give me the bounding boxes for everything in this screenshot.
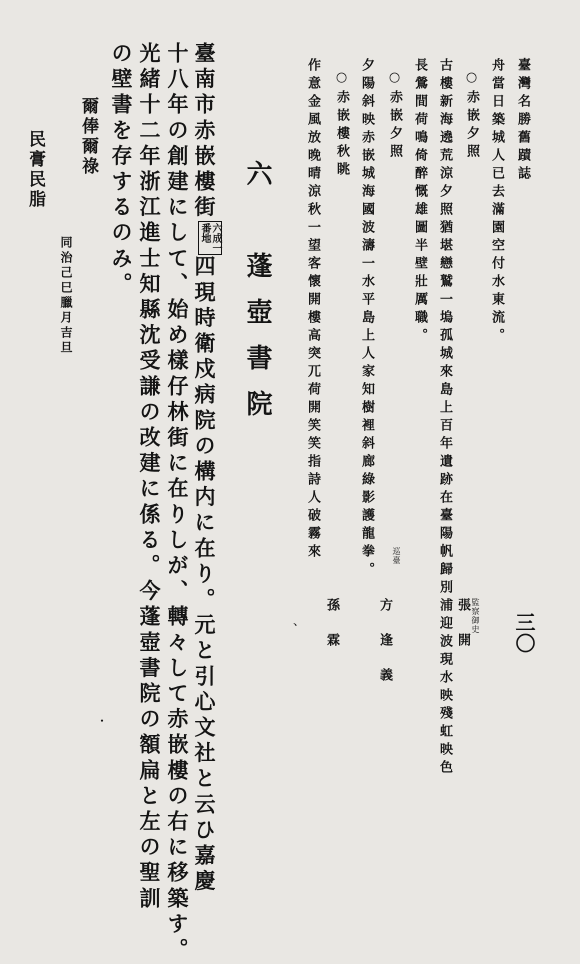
couplet-left: 民膏民脂 bbox=[25, 130, 45, 210]
running-heading: 臺灣名勝舊蹟誌 bbox=[515, 58, 530, 184]
body-line: 十八年の創建にして、始め樣仔林街に在りしが、轉々して赤嵌樓の右に移築す。 bbox=[165, 42, 190, 964]
poem-line: 長鶯間荷鳴倚醉慨雄圖半壁壯厲職。 bbox=[412, 58, 427, 346]
page-number: 三〇 bbox=[512, 612, 536, 654]
attribution-note: 監察御史 bbox=[471, 598, 480, 634]
section-title: 六 蓬壺書院 bbox=[242, 160, 272, 436]
inline-annotation: 六成一 番地 bbox=[199, 223, 221, 254]
poet-name: 方逢義 bbox=[377, 598, 392, 703]
couplet-date: 同治己巳臘月吉旦 bbox=[59, 236, 73, 356]
poem-line: 舟當日築城人已去滿園空付水東流。 bbox=[489, 58, 504, 346]
poem-subtitle: ○赤嵌樓秋眺 bbox=[334, 70, 349, 180]
poet-name: 孫霖 bbox=[324, 598, 339, 668]
document-page: 三〇 臺灣名勝舊蹟誌 舟當日築城人已去滿園空付水東流。 ○赤嵌夕照 監察御史 張開 古樓新海遶荒涼夕照猶堪戀鷲一塢孤城來島上百年遺跡在臺陽帆歸別浦迎波現水映殘虹映色 長鶯間荷鳴倚醉慨雄圖半壁壯厲職。 ○赤嵌夕照 巡臺 方逢義 夕陽斜映赤嵌城海國波濤一水平島上人家知樹裡斜廊綠影護龍拳。 ○赤嵌樓秋眺 孫霖 作意金風放晚晴涼秋一望客懷開樓高突兀荷開笑笑指詩人破霧來 、 六 蓬壺書院 臺南市赤嵌樓街六成一 番地四現時衛戍病院の構内に在り。元と引心文社と云ひ嘉慶 十八年の創建にして、始め樣仔林街に在りしが、轉々して赤嵌樓の右に移築す。 光緒十二年浙江進士知縣沈受謙の改建に係る。今蓬壺書院の額扁と左の聖訓 の壁書を存するのみ。 爾俸爾祿 同治己巳臘月吉旦 民膏民脂 ・ bbox=[0, 0, 580, 777]
body-line: の壁書を存するのみ。 bbox=[109, 42, 134, 298]
poem-subtitle: ○赤嵌夕照 bbox=[464, 70, 479, 162]
poem-line: 古樓新海遶荒涼夕照猶堪戀鷲一塢孤城來島上百年遺跡在臺陽帆歸別浦迎波現水映殘虹映色 bbox=[437, 58, 452, 778]
poem-subtitle: ○赤嵌夕照 bbox=[387, 70, 402, 162]
body-line: 光緒十二年浙江進士知縣沈受謙の改建に係る。今蓬壺書院の額扁と左の聖訓 bbox=[137, 42, 162, 913]
attribution-note: 巡臺 bbox=[392, 547, 401, 565]
body-line: 臺南市赤嵌樓街六成一 番地四現時衛戍病院の構内に在り。元と引心文社と云ひ嘉慶 bbox=[192, 42, 221, 896]
couplet-right: 爾俸爾祿 bbox=[78, 97, 98, 177]
poet-name: 張開 bbox=[455, 598, 470, 668]
poem-line: 作意金風放晚晴涼秋一望客懷開樓高突兀荷開笑笑指詩人破霧來 bbox=[305, 58, 320, 562]
poem-line: 夕陽斜映赤嵌城海國波濤一水平島上人家知樹裡斜廊綠影護龍拳。 bbox=[359, 58, 374, 580]
